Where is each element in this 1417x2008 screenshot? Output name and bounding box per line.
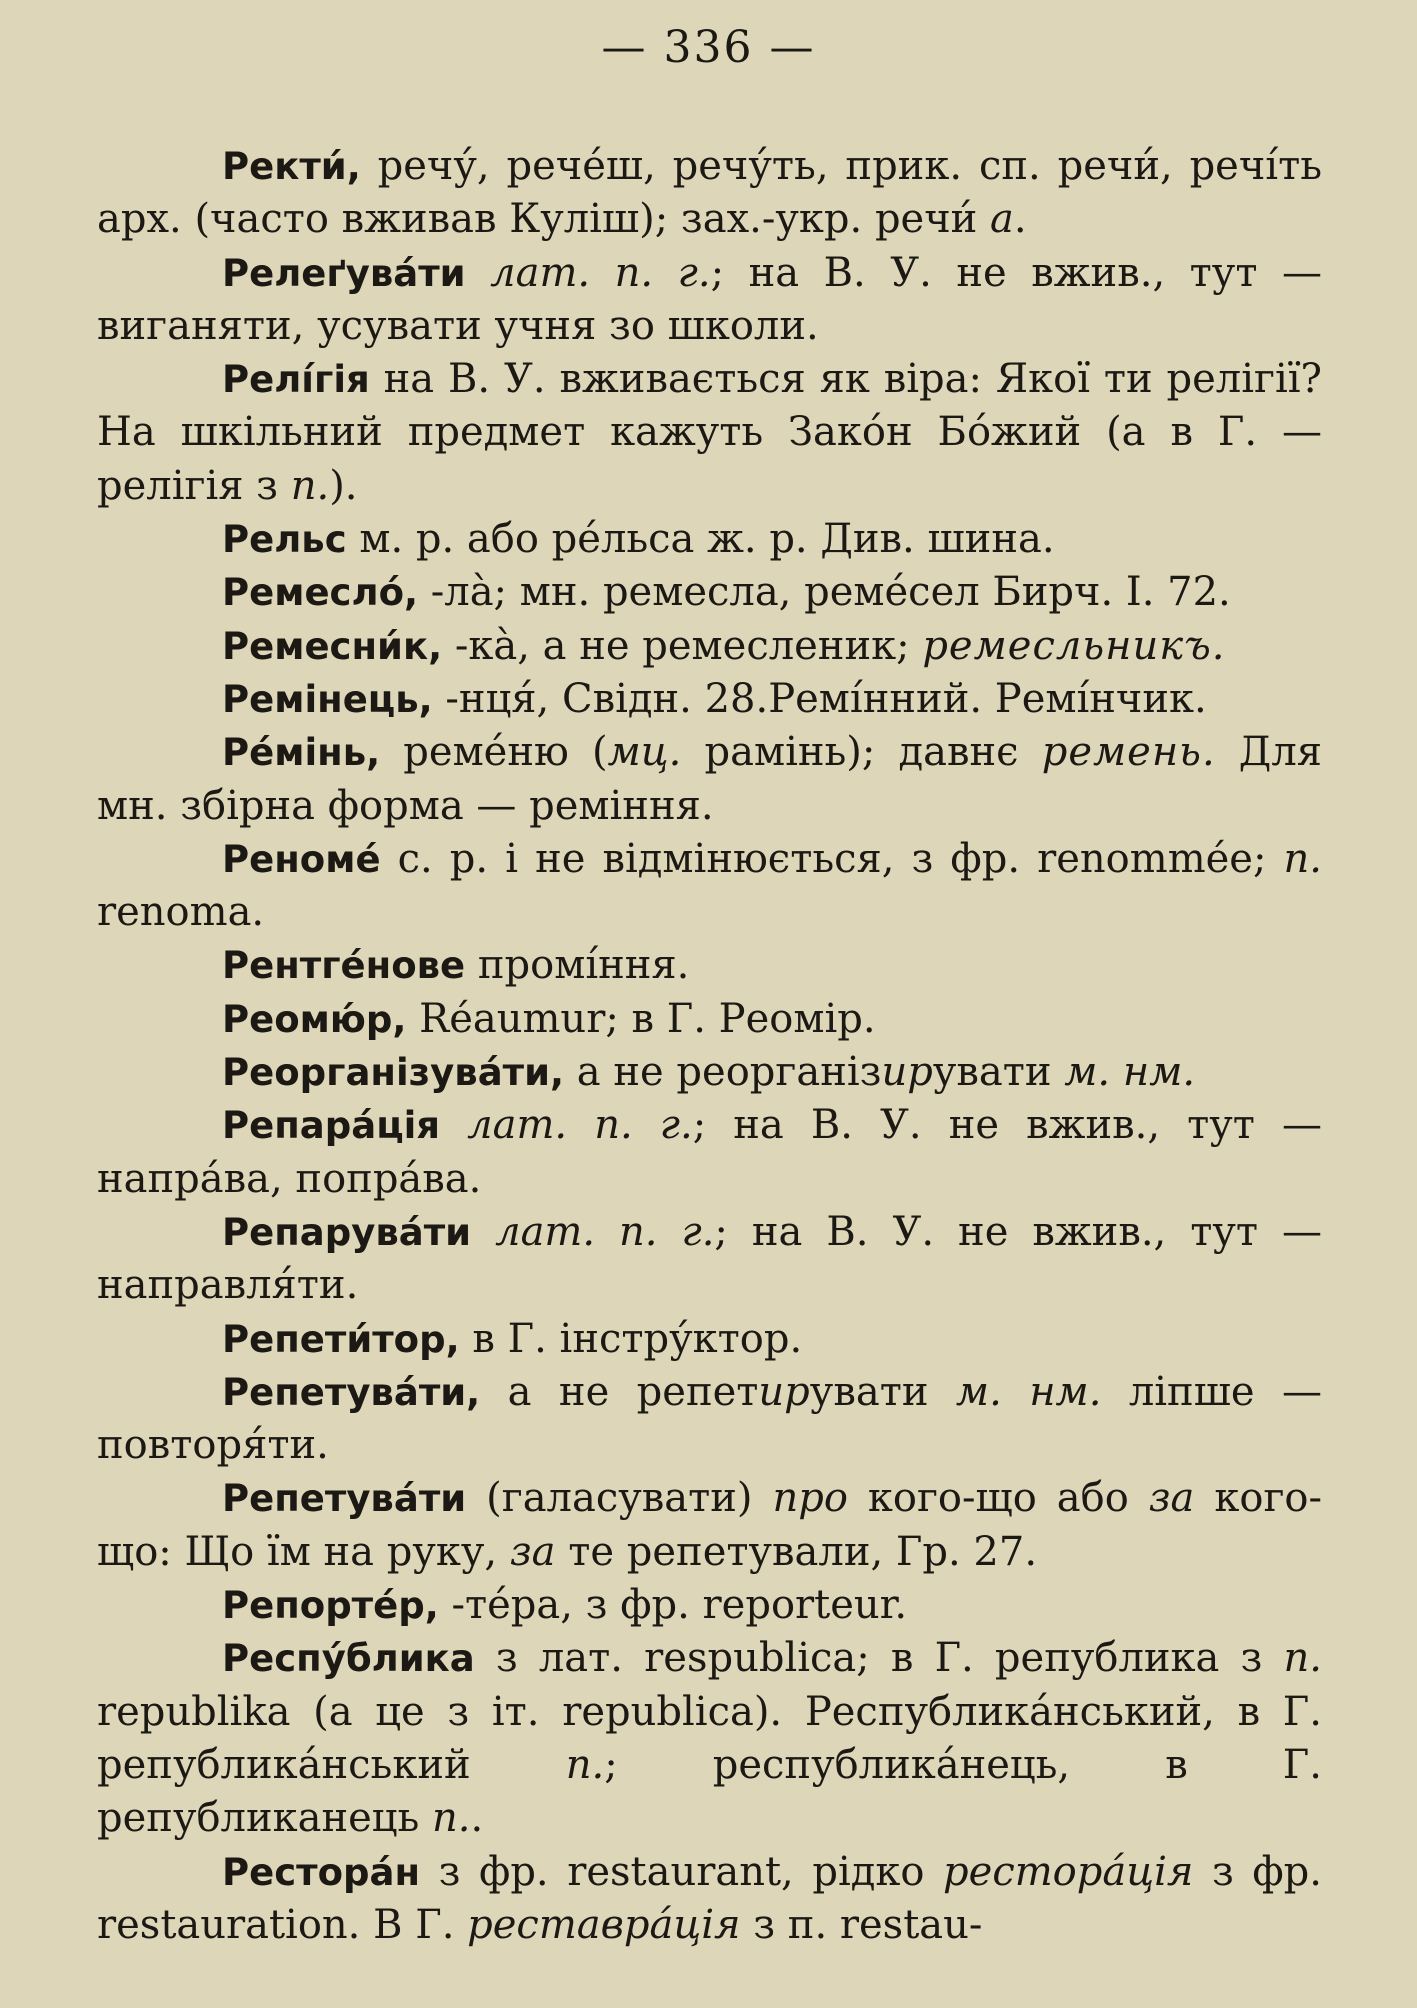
entry-text: м. р. або ре́льса ж. р. Див. шина. <box>346 516 1055 563</box>
entry-headword: Ректи́, <box>222 145 361 188</box>
entry-text: ; на В. У. не вжив., тут — напра́ва, попра́ва. <box>97 1102 1323 1202</box>
entry-headword: Ремінець, <box>222 677 433 721</box>
entry-text: з фр. restaurant, рідко <box>420 1848 944 1895</box>
entry-text: republika (а це з іт. republica). Республика́нський, в Г. република́нський <box>97 1688 1322 1788</box>
entry-headword: Репорте́р, <box>222 1584 439 1628</box>
entry-text: -ка̀, а не ремесленик; <box>442 622 923 669</box>
entry-headword: Репетува́ти <box>222 1477 467 1521</box>
entry-headword: Репетува́ти, <box>222 1370 481 1414</box>
entry-headword: Релеґува́ти <box>222 251 466 295</box>
entry-text: . <box>470 1795 484 1842</box>
entry-text <box>471 1209 495 1255</box>
entry-italic-text: п. <box>290 462 330 509</box>
entry-text: рамінь); давнє <box>681 729 1042 776</box>
dictionary-entry <box>97 833 1322 940</box>
page-number: — 336 — <box>601 22 816 73</box>
dictionary-entry <box>97 1472 1322 1579</box>
entry-text: з фр. restauration. В Г. <box>97 1848 1323 1948</box>
entry-italic-text: за <box>509 1528 556 1575</box>
entry-headword: Реномé <box>222 837 381 881</box>
dictionary-entry <box>97 673 1322 726</box>
entry-text: ліпше — повторя́ти. <box>97 1368 1322 1469</box>
dictionary-entry <box>97 513 1322 566</box>
dictionary-entry <box>97 1046 1322 1099</box>
dictionary-entry <box>97 140 1322 247</box>
entry-italic-text: реставра́ція <box>467 1901 741 1948</box>
entry-headword: Реорганізува́ти, <box>222 1051 565 1095</box>
entry-text: кого-що або <box>847 1475 1149 1522</box>
entry-text: Для мн. збірна форма — реміння. <box>97 729 1322 829</box>
entry-italic-text: п. <box>432 1795 471 1842</box>
entry-italic-text: за <box>1148 1475 1195 1522</box>
entry-italic-text: п. <box>1283 835 1322 882</box>
dictionary-entry <box>97 1632 1322 1845</box>
entry-italic-text: м. нм. <box>1064 1049 1196 1096</box>
dictionary-entry <box>97 353 1322 513</box>
entry-text: реме́ню ( <box>380 729 608 776</box>
dictionary-entry <box>97 726 1322 833</box>
entry-text: а не репет <box>480 1368 759 1415</box>
entry-italic-text: ир <box>758 1368 810 1415</box>
entry-text: з лат. respublica; в Г. република з <box>474 1635 1284 1682</box>
entry-headword: Ре́мінь, <box>222 731 381 775</box>
entry-italic-text: п. <box>1283 1635 1322 1682</box>
dictionary-entry <box>97 1099 1322 1206</box>
entry-text: -те́ра, з фр. reporteur. <box>438 1582 908 1629</box>
entry-italic-text: м. нм. <box>955 1368 1102 1415</box>
entry-headword: Рельс <box>222 518 347 562</box>
entry-text: а не реорганіз <box>564 1049 882 1096</box>
entry-text: с. р. і не відмінюється, з фр. renommée; <box>380 835 1284 882</box>
entry-italic-text: лат. п. г. <box>490 249 711 296</box>
entry-italic-text: лат. п. г. <box>467 1102 693 1149</box>
entry-text: -ла̀; мн. ремесла, реме́сел Бирч. І. 72. <box>418 569 1231 616</box>
dictionary-entry <box>97 1313 1322 1366</box>
entry-text: ). <box>329 462 358 509</box>
entry-headword: Ремесло́, <box>222 571 419 615</box>
entry-headword: Реомю́р, <box>222 997 407 1041</box>
dictionary-entry <box>97 620 1322 673</box>
entry-italic-text: про <box>772 1475 848 1522</box>
dictionary-entry <box>97 566 1322 619</box>
dictionary-entry <box>97 939 1322 992</box>
entry-headword: Релі́гія <box>222 358 370 402</box>
entry-italic-text: рестора́ція <box>943 1848 1194 1895</box>
entry-text: те репетували, Гр. 27. <box>555 1528 1038 1575</box>
entry-old-script-text: ремень. <box>1041 729 1216 776</box>
entry-headword: Репара́ція <box>222 1104 441 1148</box>
entry-text: ; на В. У. не вжив., тут — виганяти, усувати учня зо школи. <box>97 249 1322 349</box>
entry-headword: Репети́тор, <box>222 1317 460 1361</box>
entry-text: увати <box>932 1049 1065 1096</box>
entry-text <box>466 250 491 296</box>
entry-italic-text: лат. п. г. <box>495 1208 715 1255</box>
entry-text: ; на В. У. не вжив., тут — направля́ти. <box>97 1208 1323 1309</box>
entry-italic-text: а <box>990 196 1014 243</box>
entry-headword: Рестора́н <box>222 1850 421 1894</box>
entry-text: renoma. <box>97 889 265 936</box>
entry-headword: Ремесни́к, <box>222 624 443 668</box>
dictionary-entry <box>97 1846 1322 1953</box>
entry-text <box>440 1102 467 1148</box>
entry-text: ; республика́нець, в Г. републиканець <box>97 1741 1322 1842</box>
entry-text: з п. restau- <box>740 1901 983 1948</box>
entry-headword: Респу́блика <box>222 1637 475 1681</box>
dictionary-entry <box>97 1579 1322 1632</box>
entry-text: речу́, рече́ш, речу́ть, прик. сп. речи́, речі́ть арх. (часто вживав Куліш); зах.-укр. речи́ <box>97 143 1322 243</box>
entry-text: (галасувати) <box>466 1475 773 1522</box>
entry-text: -нця́, Свідн. 28.Ремі́нний. Ремі́нчик. <box>432 675 1207 722</box>
dictionary-entry <box>97 1366 1322 1473</box>
dictionary-entry <box>97 993 1322 1046</box>
entry-italic-text: ир <box>881 1049 933 1096</box>
entry-text: . <box>1013 196 1027 243</box>
entry-text: кого-що: Що їм на руку, <box>97 1475 1323 1575</box>
entry-headword: Репарува́ти <box>222 1210 472 1254</box>
entry-list <box>97 140 1322 1952</box>
entry-old-script-text: ремесльникъ. <box>922 622 1226 669</box>
dictionary-entry <box>97 1206 1322 1313</box>
entry-text: увати <box>809 1368 956 1415</box>
entry-text: Réaumur; в Г. Реомір. <box>406 995 876 1042</box>
entry-headword: Рентге́нове <box>222 944 466 988</box>
entry-italic-text: мц. <box>607 729 682 776</box>
entry-italic-text: п. <box>565 1741 605 1788</box>
dictionary-entry <box>97 247 1322 354</box>
entry-text: на В. У. вживається як віра: Якої ти релігії? На шкільний предмет кажуть Зако́н Бо́жий (а в Г. — релігія з <box>97 356 1322 509</box>
entry-text: промі́ння. <box>465 942 690 989</box>
entry-text: в Г. інстру́ктор. <box>459 1315 803 1362</box>
